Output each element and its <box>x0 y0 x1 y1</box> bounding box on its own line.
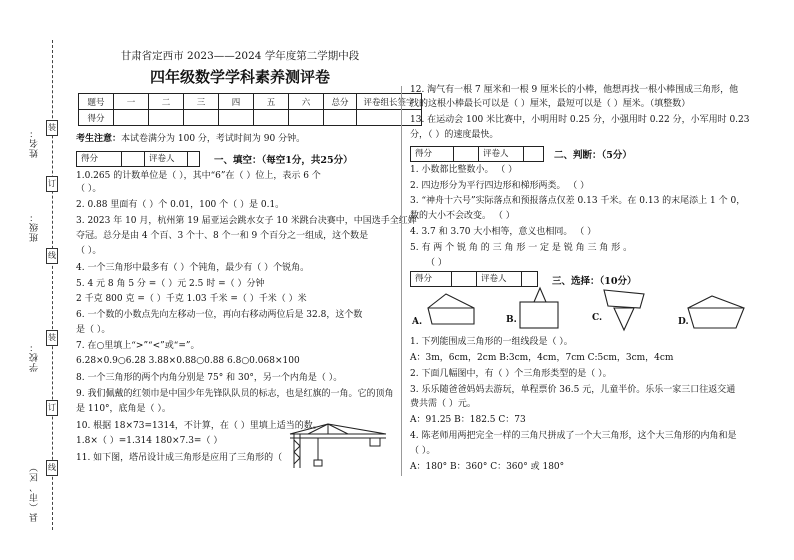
question-line: 6.28×0.9○6.28 3.88×0.88○0.88 6.8○0.068×100 <box>76 356 300 366</box>
binding-mark-5: 订 <box>46 400 58 416</box>
question-line: 3. 2023 年 10 月，杭州第 19 届亚运会跳水女子 10 米跳台决赛中，中国选手全红婵 <box>76 216 417 226</box>
grade-box-reviewer-label: 评卷人 <box>479 147 524 161</box>
option-label-c[interactable]: C. <box>592 313 603 323</box>
school-label: 学校： <box>30 342 40 372</box>
question-line: A：3m，6cm，2cm B:3cm，4cm，7cm C:5cm，3cm，4cm <box>410 353 674 363</box>
question-line: 1. 小数都比整数小。 （ ） <box>410 165 518 175</box>
binding-margin <box>0 0 60 560</box>
question-line: 是 110°，底角是（ ）。 <box>76 404 171 414</box>
score-table <box>78 93 422 126</box>
question-line: 2 千克 800 克 =（ ）千克 1.03 千米 =（ ）千米（ ）米 <box>76 294 307 304</box>
score-table-cell: 六 <box>289 94 324 110</box>
binding-mark-2: 订 <box>46 176 58 192</box>
question-line: 9. 我们佩戴的红领巾是中国少年先锋队队员的标志，也是红旗的一角。它的顶角 <box>76 389 394 399</box>
question-line: 2. 四边形分为平行四边形和梯形两类。 （ ） <box>410 181 590 191</box>
grade-box-2 <box>410 146 544 162</box>
question-line: 6. 一个数的小数点先向左移动一位，再向右移动两位后是 32.8，这个数 <box>76 310 363 320</box>
question-line: 2. 0.88 里面有（ ）个 0.01，100 个（ ）是 0.1。 <box>76 200 285 210</box>
question-line: 4. 3.7 和 3.70 大小相等，意义也相同。 （ ） <box>410 227 597 237</box>
question-line: 5. 有 两 个 锐 角 的 三 角 形 一 定 是 锐 角 三 角 形 。 <box>410 243 633 253</box>
score-table-cell: 题号 <box>79 94 114 110</box>
question-line: 夺冠。总分是由 4 个百、3 个十、8 个一和 9 个百分之一组成，这个数是 <box>76 231 369 241</box>
score-table-cell: 三 <box>184 94 219 110</box>
grade-box-reviewer-label: 评卷人 <box>477 272 522 286</box>
score-table-cell: 一 <box>114 94 149 110</box>
question-line: 找的这根小棒最长可以是（ ）厘米，最短可以是（ ）厘米。（填整数） <box>410 99 691 109</box>
score-entry-cell[interactable] <box>289 110 324 126</box>
option-d-figure <box>686 294 748 330</box>
question-line: 1.8×（ ）=1.314 180×7.3=（ ） <box>76 436 223 446</box>
grade-box-score-field[interactable] <box>452 272 477 286</box>
county-label: 县（市、区） <box>30 462 40 522</box>
question-line: 5. 4 元 8 角 5 分 =（ ）元 2.5 时 =（ ）分钟 <box>76 279 265 289</box>
grade-box-score-field[interactable] <box>454 147 479 161</box>
exam-heading: 甘肃省定西市 2023——2024 学年度第二学期中段 <box>120 50 360 62</box>
name-label: 姓名： <box>30 128 40 158</box>
question-line: 数的大小不会改变。 （ ） <box>410 211 515 221</box>
binding-mark-3: 线 <box>46 248 58 264</box>
question-line: A：91.25 B：182.5 C：73 <box>410 415 526 425</box>
grade-box-score-label: 得分 <box>77 152 122 166</box>
question-line: 1.0.265 的计数单位是（ ），其中“6”在（ ）位上，表示 6 个 <box>76 171 321 181</box>
question-line: 13. 在运动会 100 米比赛中，小明用时 0.25 分，小强用时 0.22 分，小军用时 0.23 <box>410 115 750 125</box>
exam-note <box>76 133 305 145</box>
score-entry-cell[interactable] <box>184 110 219 126</box>
score-table-cell: 评卷组长签字 <box>357 94 422 110</box>
question-line: 10. 根据 18×73=1314，不计算，在（ ）里填上适当的数。 <box>76 421 322 431</box>
grade-box-reviewer-field[interactable] <box>522 272 537 286</box>
binding-dashed-line <box>52 40 53 530</box>
score-entry-cell[interactable] <box>114 110 149 126</box>
question-line: 8. 一个三角形的两个内角分别是 75° 和 30°，另一个内角是（ ）。 <box>76 373 343 383</box>
grade-box-reviewer-field[interactable] <box>524 147 543 161</box>
score-table-cell: 总分 <box>324 94 357 110</box>
score-entry-cell[interactable] <box>149 110 184 126</box>
grade-box-reviewer-label: 评卷人 <box>145 152 188 166</box>
binding-mark-4: 装 <box>46 330 58 346</box>
question-line: （ ） <box>426 258 447 268</box>
exam-title: 四年级数学学科素养测评卷 <box>149 68 330 86</box>
question-line: （ ）。 <box>76 246 102 256</box>
question-line: 费共需（ ）元。 <box>410 399 476 409</box>
column-divider <box>401 86 402 476</box>
question-line: 12. 淘气有一根 7 厘米和一根 9 厘米长的小棒，他想再找一根小棒围成三角形，他 <box>410 85 739 95</box>
question-line: A：180° B：360° C：360° 或 180° <box>410 462 565 472</box>
section-1-title: 一、填空：（每空1分，共25分） <box>214 155 353 166</box>
grade-box-1 <box>76 151 200 167</box>
question-line: 7. 在○里填上“>”“<”或“=”。 <box>76 341 200 351</box>
score-table-score-row <box>79 110 422 126</box>
section-2-title: 二、判断：（5分） <box>554 150 632 161</box>
option-label-b[interactable]: B. <box>506 315 517 325</box>
tower-crane-figure <box>288 420 388 470</box>
question-line: 是（ ）。 <box>76 325 111 335</box>
score-table-cell: 五 <box>254 94 289 110</box>
question-line: 2. 下面几幅图中，有（ ）个三角形类型的是（ ）。 <box>410 369 612 379</box>
score-entry-cell[interactable] <box>219 110 254 126</box>
question-line: 4. 陈老师用两把完全一样的三角尺拼成了一个大三角形，这个大三角形的内角和是 <box>410 431 737 441</box>
binding-mark-6: 线 <box>46 460 58 476</box>
grade-box-score-label: 得分 <box>411 147 454 161</box>
question-line: 分，（ ）的速度最快。 <box>410 130 499 140</box>
score-table-header-row <box>79 94 422 110</box>
question-line: 3. 乐乐随爸爸妈妈去游玩，单程票价 36.5 元，儿童半价。乐乐一家三口往返交通 <box>410 385 736 395</box>
exam-note-text: 本试卷满分为 100 分，考试时间为 90 分钟。 <box>121 134 306 144</box>
score-table-cell: 得分 <box>79 110 114 126</box>
option-a-figure <box>422 290 480 328</box>
binding-mark-1: 装 <box>46 120 58 136</box>
grade-box-reviewer-field[interactable] <box>188 152 199 166</box>
option-label-a[interactable]: A. <box>412 317 423 327</box>
question-line: 3. “神舟十六号”实际落点和预报落点仅差 0.13 千米。在 0.13 的末尾添上 1 个 0， <box>410 196 746 206</box>
class-label: 班级： <box>30 212 40 242</box>
question-line: 4. 一个三角形中最多有（ ）个钝角，最少有（ ）个锐角。 <box>76 263 310 273</box>
option-label-d[interactable]: D. <box>678 317 689 327</box>
question-line: 1. 下列能围成三角形的一组线段是（ ）。 <box>410 337 573 347</box>
question-line: 11. 如下图，塔吊设计成三角形是应用了三角形的（ <box>76 453 283 463</box>
option-c-figure <box>600 286 648 332</box>
question-line: （ ）。 <box>76 184 102 194</box>
question-line: （ ）。 <box>410 446 436 456</box>
grade-box-3 <box>410 271 538 287</box>
score-entry-cell[interactable] <box>324 110 357 126</box>
score-table-cell: 四 <box>219 94 254 110</box>
option-b-figure <box>514 286 564 330</box>
grade-box-score-field[interactable] <box>122 152 145 166</box>
exam-note-label: 考生注意： <box>76 134 122 144</box>
section-3-title: 三、选择：（10分） <box>552 276 637 287</box>
score-entry-cell[interactable] <box>254 110 289 126</box>
score-table-cell: 二 <box>149 94 184 110</box>
grade-box-score-label: 得分 <box>411 272 452 286</box>
